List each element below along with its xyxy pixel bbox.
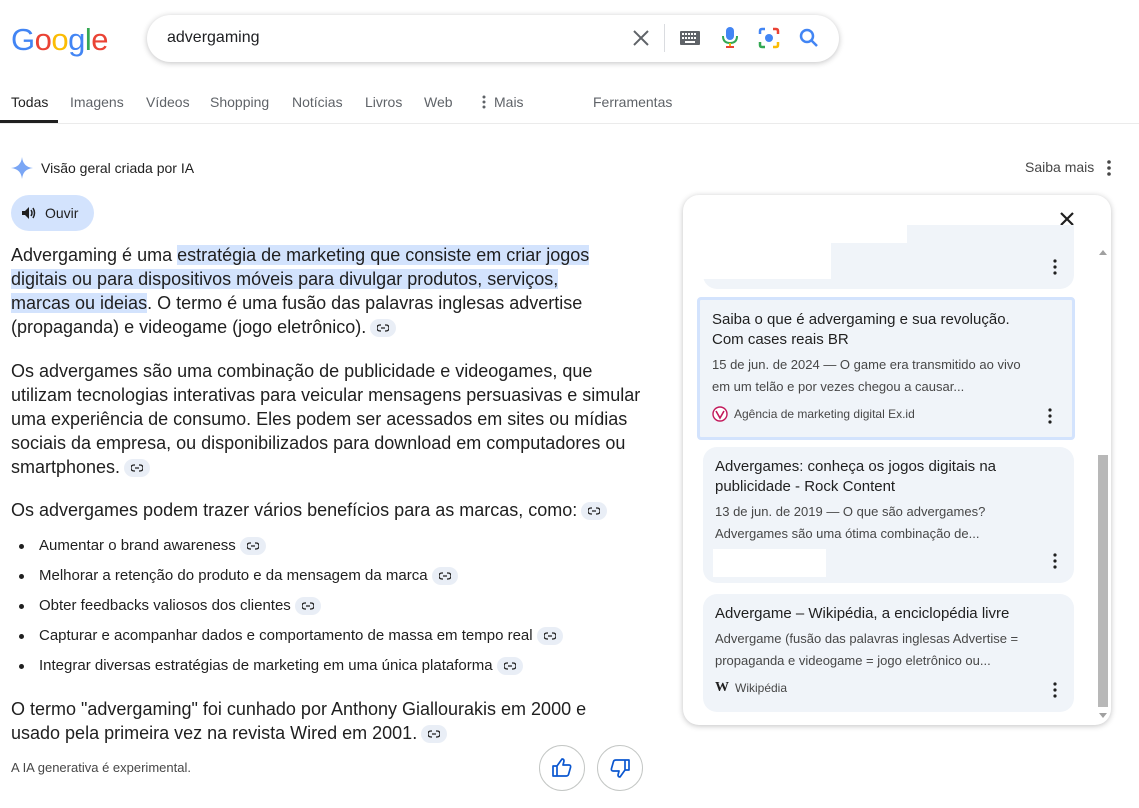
p2-line: uma experiência de consumo. Eles podem ser acessados em sites ou mídias [11, 409, 628, 429]
p1-end: (propaganda) e videogame (jogo eletrônico). [11, 317, 367, 337]
p2-line: smartphones. [11, 457, 121, 477]
logo-letter: l [84, 22, 92, 57]
thumbs-up-icon [552, 758, 572, 778]
logo-letter: o [51, 22, 69, 57]
thumbs-down-icon [610, 758, 630, 778]
search-input[interactable] [167, 29, 587, 47]
link-icon[interactable] [370, 319, 396, 337]
link-icon[interactable] [295, 597, 321, 615]
site-name: Agência de marketing digital Ex.id [734, 407, 915, 421]
listen-label: Ouvir [45, 205, 79, 221]
lens-icon[interactable] [757, 26, 781, 50]
google-logo[interactable] [11, 22, 108, 58]
source-title[interactable]: Advergame – Wikipédia, a enciclopédia livre [715, 605, 1010, 622]
p1-highlight: estratégia de marketing que consiste em criar jogos [177, 245, 590, 265]
logo-letter: G [11, 22, 35, 57]
list-item [19, 534, 563, 564]
source-title-line: publicidade - Rock Content [715, 478, 896, 495]
list-item [19, 564, 563, 594]
overview-paragraph-3 [11, 697, 661, 745]
snippet-line: 13 de jun. de 2019 — O que são advergames? [715, 504, 986, 519]
keyboard-icon[interactable] [678, 26, 702, 50]
list-item-text: Obter feedbacks valiosos dos clientes [39, 597, 291, 614]
site-logo-placeholder [713, 549, 826, 577]
benefits-heading [11, 500, 607, 521]
link-icon[interactable] [497, 657, 523, 675]
source-site [715, 680, 787, 696]
tab-imagens[interactable]: Imagens [70, 94, 124, 110]
benefits-list [19, 534, 563, 684]
tab-noticias[interactable]: Notícias [292, 94, 343, 110]
thumbs-down-button[interactable] [597, 745, 643, 791]
mic-icon[interactable] [718, 26, 742, 50]
more-vert-icon [482, 95, 486, 109]
source-snippet [715, 501, 1060, 545]
snippet-line: Advergames são uma ótima combinação de... [715, 526, 980, 541]
link-icon[interactable] [537, 627, 563, 645]
source-snippet [712, 354, 1057, 398]
wikipedia-icon: W [715, 680, 729, 695]
more-vert-icon[interactable] [1101, 158, 1117, 178]
search-tabs [0, 88, 1139, 124]
list-item [19, 654, 563, 684]
snippet-line: 15 de jun. de 2024 — O game era transmitido ao vivo [712, 357, 1021, 372]
source-title[interactable] [715, 457, 1060, 497]
link-icon[interactable] [432, 567, 458, 585]
tabs-divider [0, 123, 1139, 124]
list-item-text: Melhorar a retenção do produto e da mensagem da marca [39, 567, 428, 584]
link-icon[interactable] [581, 502, 607, 520]
link-icon[interactable] [240, 537, 266, 555]
sources-panel [683, 195, 1111, 725]
source-card[interactable] [703, 447, 1074, 583]
list-item [19, 624, 563, 654]
p1-highlight: marcas ou ideias [11, 293, 148, 313]
site-favicon [712, 406, 728, 422]
source-card-partial[interactable] [703, 225, 1074, 289]
search-divider [664, 24, 665, 52]
more-vert-icon[interactable] [1052, 682, 1058, 698]
search-box [147, 15, 839, 62]
p3-line: O termo "advergaming" foi cunhado por Anthony Giallourakis em 2000 e [11, 699, 587, 719]
ai-overview-header [11, 157, 194, 179]
scroll-down-arrow[interactable] [1098, 712, 1108, 720]
snippet-line: propaganda e videogame = jogo eletrônico ou... [715, 653, 991, 668]
p2-line: utilizam tecnologias interativas para veicular mensagens persuasivas e simular [11, 385, 641, 405]
tab-videos[interactable]: Vídeos [146, 94, 190, 110]
list-item-text: Aumentar o brand awareness [39, 537, 236, 554]
source-title-line: Saiba o que é advergaming e sua revolução. [712, 311, 1010, 328]
benefits-heading-text: Os advergames podem trazer vários benefícios para as marcas, como: [11, 500, 578, 520]
experimental-notice: A IA generativa é experimental. [11, 760, 191, 775]
thumbs-up-button[interactable] [539, 745, 585, 791]
more-vert-icon[interactable] [1052, 553, 1058, 569]
p1-start: Advergaming é uma [11, 245, 178, 265]
logo-letter: o [34, 22, 52, 57]
sparkle-icon [11, 157, 33, 179]
snippet-line: Advergame (fusão das palavras inglesas Advertise = [715, 631, 1019, 646]
source-title-line: Advergames: conheça os jogos digitais na [715, 458, 997, 475]
saiba-mais-link[interactable]: Saiba mais [1025, 159, 1095, 175]
tab-web[interactable]: Web [424, 94, 453, 110]
source-card[interactable] [703, 594, 1074, 712]
link-icon[interactable] [421, 725, 447, 743]
source-snippet [715, 628, 1060, 672]
search-icon[interactable] [797, 26, 821, 50]
tab-todas[interactable]: Todas [11, 94, 49, 110]
p2-line: sociais da empresa, ou disponibilizados para download em computadores ou [11, 433, 626, 453]
ai-overview-title: Visão geral criada por IA [41, 160, 195, 176]
source-site [712, 406, 915, 422]
snippet-line: em um telão e por vezes chegou a causar... [712, 379, 965, 394]
source-title-line: Com cases reais BR [712, 331, 849, 348]
scrollbar-thumb[interactable] [1098, 455, 1108, 707]
speaker-icon [21, 206, 37, 220]
list-item-text: Capturar e acompanhar dados e comportamento de massa em tempo real [39, 627, 533, 644]
tab-shopping[interactable]: Shopping [210, 94, 270, 110]
p3-line: usado pela primeira vez na revista Wired em 2001. [11, 723, 418, 743]
card-thumbnail [703, 225, 831, 279]
tab-ferramentas[interactable]: Ferramentas [593, 94, 673, 110]
p2-line: Os advergames são uma combinação de publicidade e videogames, que [11, 361, 593, 381]
source-title[interactable] [712, 310, 1057, 350]
site-name: Wikipédia [735, 681, 788, 695]
logo-letter: g [68, 22, 85, 57]
p1-highlight: digitais ou para dispositivos móveis para divulgar produtos, serviços, [11, 269, 559, 289]
tab-mais[interactable] [482, 94, 524, 110]
link-icon[interactable] [124, 459, 150, 477]
scroll-up-arrow[interactable] [1098, 248, 1108, 256]
logo-letter: e [91, 22, 109, 57]
more-vert-icon[interactable] [1052, 259, 1058, 275]
listen-button[interactable] [11, 195, 94, 231]
overview-paragraph-2 [11, 359, 661, 479]
overview-paragraph-1 [11, 243, 651, 339]
tab-mais-label: Mais [494, 94, 524, 110]
tab-livros[interactable]: Livros [365, 94, 403, 110]
list-item [19, 594, 563, 624]
source-card[interactable] [697, 297, 1075, 440]
p1-end: . O termo é uma fusão das palavras inglesas advertise [147, 293, 583, 313]
close-icon[interactable] [629, 26, 653, 50]
more-vert-icon[interactable] [1047, 408, 1053, 424]
card-thumbnail [831, 225, 907, 243]
list-item-text: Integrar diversas estratégias de marketing em uma única plataforma [39, 657, 493, 674]
